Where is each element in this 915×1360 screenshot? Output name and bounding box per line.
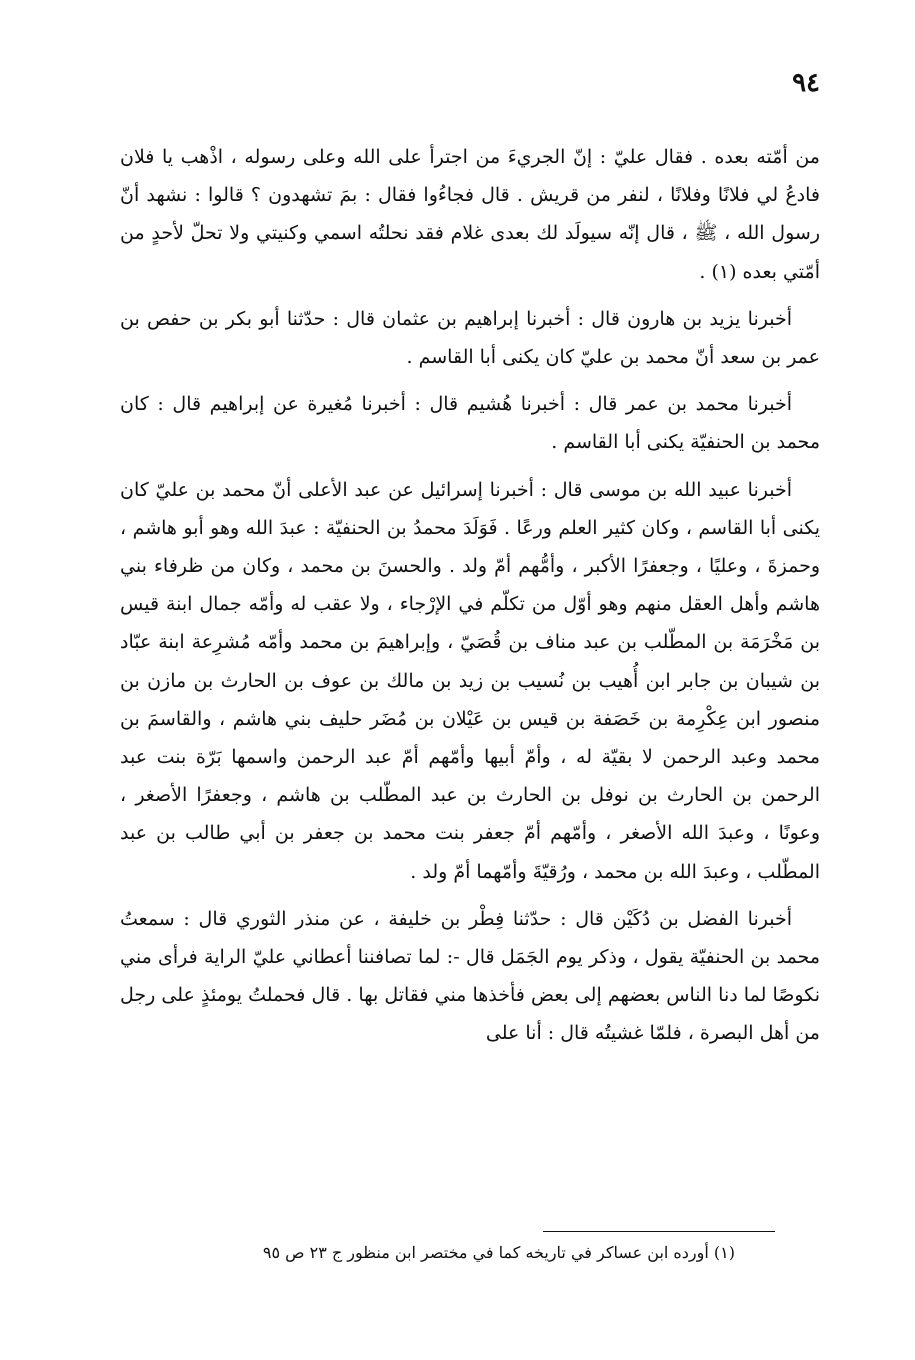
footnote-divider <box>543 1231 775 1232</box>
paragraph-4: أخبرنا عبيد الله بن موسى قال : أخبرنا إسرائيل عن عبد الأعلى أنّ محمد بن عليّ كان يكنى أبا القاسم ، وكان كثير العلم ورعًا . فَوَلَدَ محمدُ بن الحنفيّة : عبدَ الله وهو أبو هاشم ، وحمزةَ ، وعليًا ، وجعفرًا الأكبر ، وأمُّهم أمّ ولد . والحسنَ بن محمد ، وكان من ظرفاء بني هاشم وأهل العقل منهم وهو أوّل من تكلّم في الإرْجاء ، ولا عقب له وأمّه جمال ابنة قيس بن مَخْرَمَة بن المطّلب بن عبد مناف بن قُصَيّ ، وإبراهيمَ بن محمد وأمّه مُشرِعة ابنة عبّاد بن شيبان بن جابر ابن أُهيب بن نُسيب بن زيد بن مالك بن عوف بن الحارث بن مازن بن منصور ابن عِكْرِمة بن خَصَفة بن قيس بن عَيْلان بن مُضَر حليف بني هاشم ، والقاسمَ بن محمد وعبد الرحمن لا بقيّة له ، وأمّ أبيها وأمّهم أمّ عبد الرحمن واسمها بَرّة بنت عبد الرحمن بن الحارث بن نوفل بن الحارث بن عبد المطّلب بن هاشم ، وجعفرًا الأصغر ، وعونًا ، وعبدَ الله الأصغر ، وأمّهم أمّ جعفر بنت محمد بن جعفر بن أبي طالب بن عبد المطّلب ، وعبدَ الله بن محمد ، ورُقيّةَ وأمّهما أمّ ولد . <box>120 478 820 883</box>
paragraph-1: من أمّته بعده . فقال عليّ : إنّ الجريءَ من اجترأ على الله وعلى رسوله ، اذْهب يا فلان فادعُ لي فلانًا وفلانًا ، لنفر من قريش . قال فجاءُوا فقال : بمَ تشهدون ؟ قالوا : نشهد أنّ رسول الله ، ﷺ ، قال إنّه سيولَد لك بعدى غلام فقد نحلتُه اسمي وكنيتي ولا تحلّ لأحدٍ من أمّتي بعده (١) . <box>120 146 820 283</box>
paragraph-5: أخبرنا الفضل بن دُكَيْن قال : حدّثنا فِطْر بن خليفة ، عن منذر الثوري قال : سمعتُ محمد بن الحنفيّة يقول ، وذكر يوم الجَمَل قال -: لما تصافننا أعطاني عليّ الراية فرأى مني نكوصًا لما دنا الناس بعضهم إلى بعض فأخذها مني فقاتل بها . قال فحملتُ يومئذٍ على رجل من أهل البصرة ، فلمّا غشيتُه قال : أنا على <box>120 907 820 1045</box>
body-text <box>120 138 820 1062</box>
paragraph-2: أخبرنا يزيد بن هارون قال : أخبرنا إبراهيم بن عثمان قال : حدّثنا أبو بكر بن حفص بن عمر بن سعد أنّ محمد بن عليّ كان يكنى أبا القاسم . <box>120 307 820 369</box>
paragraph-3: أخبرنا محمد بن عمر قال : أخبرنا هُشيم قال : أخبرنا مُغيرة عن إبراهيم قال : كان محمد بن الحنفيّة يكنى أبا القاسم . <box>120 393 820 454</box>
page-number: ٩٤ <box>792 68 820 98</box>
footnote: (١) أورده ابن عساكر في تاريخه كما في مختصر ابن منظور ج ٢٣ ص ٩٥ <box>262 1243 735 1262</box>
